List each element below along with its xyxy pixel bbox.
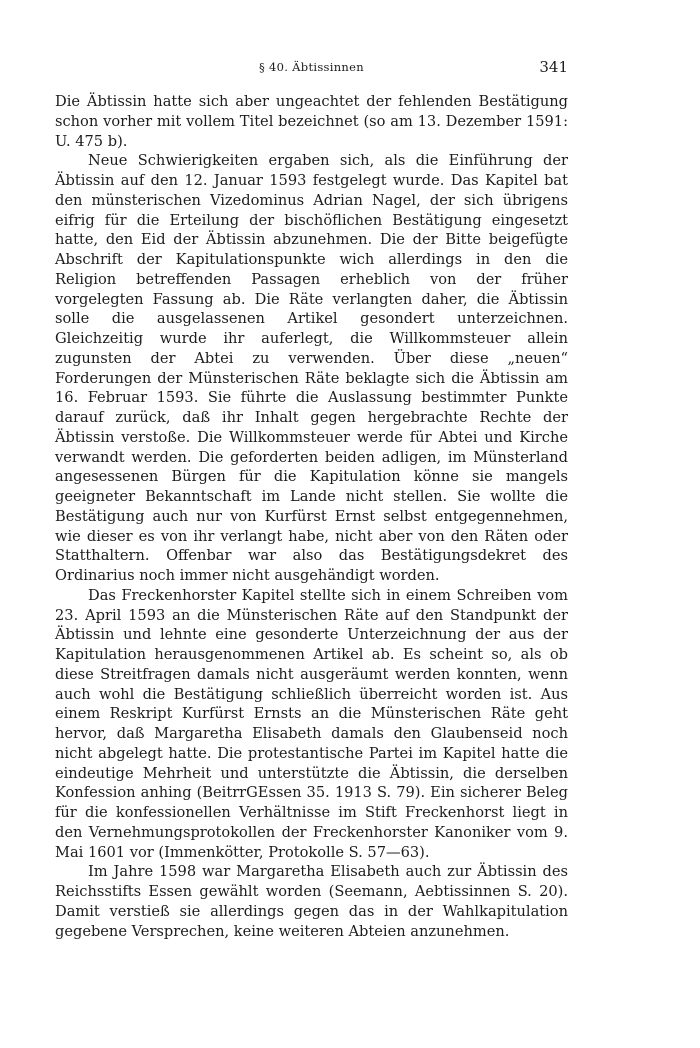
running-title: § 40. Äbtissinnen (259, 60, 364, 74)
paragraph-installation-dispute: Neue Schwierigkeiten ergaben sich, als die Einführung der Äbtissin auf den 12. Januar 1593 festgelegt wurde. Das Kapitel bat den münsterischen Vizedominus Adrian Nagel, der sich übrigens eifrig für die Erteilung der bischöflichen Bestätigung eingesetzt hatte, den Eid der Äbtissin abzunehmen. Die der Bitte beigefügte Abschrift der Kapitulationspunkte wich allerdings in den die Religion betreffenden Passagen erheblich von der früher vorgelegten Fassung ab. Die Räte verlangten daher, die Äbtissin solle die ausgelassenen Artikel gesondert unterzeichnen. Gleichzeitig wurde ihr auferlegt, die Willkommsteuer allein zugunsten der Abtei zu verwenden. Über diese „neuen“ Forderungen der Münsterischen Räte beklagte sich die Äbtissin am 16. Februar 1593. Sie führte die Auslassung bestimmter Punkte darauf zurück, daß ihr Inhalt gegen hergebrachte Rechte der Äbtissin verstoße. Die Willkommsteuer werde für Abtei und Kirche verwandt werden. Die geforderten beiden adligen, im Münsterland angesessenen Bürgen für die Kapitulation könne sie mangels geeigneter Bekanntschaft im Lande nicht stellen. Sie wollte die Bestätigung auch nur von Kurfürst Ernst selbst entgegennehmen, wie dieser es von ihr verlangt habe, nicht aber von den Räten oder Statthaltern. Offenbar war also das Bestätigungsdekret des Ordinarius noch immer nicht ausgehändigt worden. (55, 152, 568, 584)
paragraph-chapter-letter: Das Freckenhorster Kapitel stellte sich in einem Schreiben vom 23. April 1593 an die Münsterischen Räte auf den Standpunkt der Äbtissin und lehnte eine gesonderte Unterzeichnung der aus der Kapitulation herausgenommenen Artikel ab. Es scheint so, als ob diese Streitfragen damals nicht ausgeräumt werden konnten, wenn auch wohl die Bestätigung schließlich überreicht worden ist. Aus einem Reskript Kurfürst Ernsts an die Münsterischen Räte geht hervor, daß Margaretha Elisabeth damals den Glaubenseid noch nicht abgelegt hatte. Die protestantische Partei im Kapitel hatte die eindeutige Mehrheit und unterstützte die Äbtissin, die derselben Konfession anhing (BeitrrGEssen 35. 1913 S. 79). Ein sicherer Beleg für die konfessionellen Verhältnisse im Stift Freckenhorst liegt in den Vernehmungsprotokollen der Freckenhorster Kanoniker vom 9. Mai 1601 vor (Immenkötter, Protokolle S. 57—63). (55, 586, 568, 861)
paragraph-continuation: Die Äbtissin hatte sich aber ungeachtet der fehlenden Bestätigung schon vorher mit vollem Titel bezeichnet (so am 13. Dezember 1591: U. 475 b). (55, 93, 568, 150)
body-text (55, 92, 568, 941)
paragraph-essen-election: Im Jahre 1598 war Margaretha Elisabeth auch zur Äbtissin des Reichsstifts Essen gewählt worden (Seemann, Aebtissinnen S. 20). Damit verstieß sie allerdings gegen das in der Wahlkapitulation gegebene Versprechen, keine weiteren Abteien anzunehmen. (55, 863, 568, 940)
page-header (55, 58, 568, 82)
page-number: 341 (539, 58, 568, 76)
